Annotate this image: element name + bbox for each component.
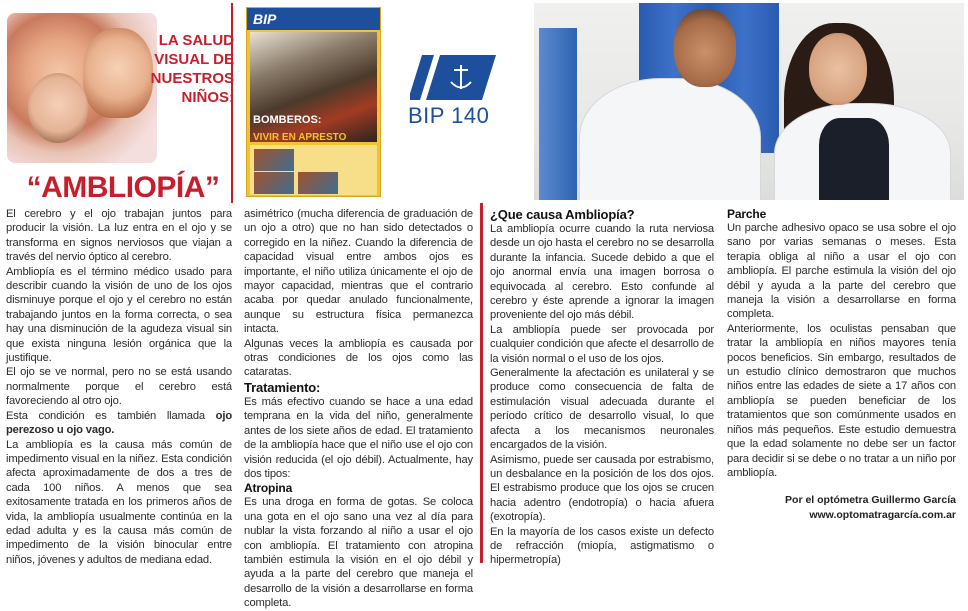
cover-headline: BOMBEROS:	[253, 114, 322, 126]
kicker-line: LA SALUD	[158, 32, 234, 49]
subsection-heading: Atropina	[244, 481, 293, 496]
paragraph: La ambliopía es la causa más común de impedimento visual en la niñez. Esta condición afecta aproximadamente de dos a tres de cada 100 niños. A menos que sea exitosamente tratada en los primeros años de vida, la ambliopía usualmente continúa en la edad adulta y es la causa más común de impedimento de la visión binocular entre niños, jóvenes y adultos de mediana edad.	[6, 438, 232, 566]
subsection-heading: Parche	[727, 207, 767, 221]
cover-contents	[250, 145, 377, 195]
kicker-line: VISUAL DE	[154, 51, 234, 68]
column-3	[490, 207, 714, 568]
cover-thumbnail	[298, 172, 338, 194]
cover-masthead	[247, 8, 380, 30]
paragraph: Es más efectivo cuando se hace a una edad temprana en la vida del niño, generalmente antes de los siete años de edad. El tratamiento de la ambliopía hace que el niño use el ojo con visión reducida (el ojo débil). Actualmente, hay dos tipos:	[244, 395, 473, 480]
paragraph: Asimismo, puede ser causada por estrabismo, un desbalance en la posición de los dos ojos. El estrabismo produce que los ojos se crucen hacia adentro (endotropía) o hacia afuera (exotropía).	[490, 453, 714, 524]
paragraph: El ojo se ve normal, pero no se está usando normalmente porque el cerebro está favoreciendo al otro ojo.	[6, 366, 232, 408]
cover-thumbnail	[254, 149, 294, 171]
title-box	[3, 3, 233, 203]
paragraph-text: Esta condición es también llamada	[6, 409, 216, 422]
child-face-baby	[28, 73, 88, 143]
woman-face	[809, 33, 867, 105]
woman-shirt	[819, 118, 889, 200]
article-title: “AMBLIOPÍA”	[26, 171, 220, 204]
paragraph: Generalmente la afectación es unilateral y se produce como consecuencia de falta de estimulación visual adecuada durante el período crítico de desarrollo visual, lo que afecta a los mecanismos neuronales encargados de la visión.	[490, 367, 714, 452]
paragraph: Anteriormente, los oculistas pensaban que tratar la ambliopía en niños mayores tenía pocos beneficios. Sin embargo, resultados de un estudio clínico demostraron que muchos niños entre las edades de siete a 17 años con ambliopía se pueden beneficiar de los tratamientos que son comúnmente usados en niños más pequeños. Este estudio demuestra que la edad solamente no debe ser un factor para decidir si se debe o no tratar a un niño por ambliopía.	[727, 322, 956, 479]
column-2	[244, 207, 473, 611]
cover-logo: BIP	[253, 11, 277, 27]
paragraph: El cerebro y el ojo trabajan juntos para producir la visión. La luz entra en el ojo y se transforma en signos nerviosos que viajan a través del nervio óptico al cerebro.	[6, 208, 232, 264]
paragraph: Ambliopía es el término médico usado para describir cuando la visión de uno de los ojos disminuye porque el ojo y el cerebro no están trabajando juntos en la forma correcta, o sea hay una disminución de la agudeza visual sin que exista ninguna lesión orgánica que la justifique.	[6, 265, 232, 365]
kicker-line: NUESTROS	[150, 70, 234, 87]
paragraph: La ambliopía ocurre cuando la ruta nerviosa desde un ojo hasta el cerebro no se desarrolla durante la infancia. Sucede debido a que el ojo anormal envía una imagen borrosa o equivocada al cerebro. Esto confunde al cerebro y éste aprende a ignorar la imagen proveniente del ojo más débil.	[490, 223, 714, 322]
paragraph: Es una droga en forma de gotas. Se coloca una gota en el ojo sano una vez al día para nublar la vista forzando al niño a usar el ojo con ambliopía. El tratamiento con atropina también estimula la visión en el ojo débil y ayuda a la parte del cerebro que maneja el desarrollo de la visión a desarrollarse en forma completa.	[244, 496, 473, 610]
paragraph: Un parche adhesivo opaco se usa sobre el ojo sano por varias semanas o meses. Esta terapia obliga al niño a usar el ojo con ambliopía. El parche estimula la visión del ojo débil y ayuda a la parte del cerebro que maneja la visión a desarrollarse en forma completa.	[727, 222, 956, 321]
emphasis-text: ojo perezoso u ojo vago.	[6, 409, 232, 437]
paragraph: Algunas veces la ambliopía es causada por otras condiciones de los ojos como las cataratas.	[244, 337, 473, 379]
paragraph: La ambliopía puede ser provocada por cualquier condición que afecte el desarrollo de la visión normal o el uso de los ojos.	[490, 323, 714, 365]
issue-label: BIP 140	[408, 103, 490, 128]
flag	[539, 28, 577, 200]
magazine-cover	[246, 7, 381, 197]
column-divider	[480, 203, 483, 563]
cover-subheadline: VIVIR EN APRESTO	[253, 132, 347, 143]
paragraph	[6, 409, 232, 438]
column-1	[6, 207, 232, 567]
bip-logo-icon	[410, 55, 500, 100]
child-face-older	[83, 28, 153, 118]
kicker-line: NIÑOS:	[181, 89, 234, 106]
paragraph: En la mayoría de los casos existe un defecto de refracción (miopía, astigmatismo o hipermetropía)	[490, 525, 714, 567]
article-kicker	[148, 31, 234, 107]
optometrist-photo	[534, 3, 964, 200]
section-heading: Tratamiento:	[244, 379, 321, 395]
author-credit: Por el optómetra Guillermo García	[785, 494, 956, 506]
man-face	[674, 9, 736, 87]
column-4	[727, 207, 956, 480]
section-heading: ¿Que causa Ambliopía?	[490, 207, 635, 222]
author-website: www.optomatragarcía.com.ar	[809, 509, 956, 521]
cover-thumbnail	[254, 172, 294, 194]
man-lab-coat	[579, 78, 761, 200]
paragraph: asimétrico (mucha diferencia de graduación de un ojo a otro) que no han sido detectados o corregido en la niñez. Cuando la diferencia de capacidad visual entre ambos ojos es importante, el niño utiliza únicamente el ojo de mayor capacidad, mientras que el contrario acaba por quedar anulado funcionalmente, aunque su estructura física permanezca intacta.	[244, 208, 473, 336]
